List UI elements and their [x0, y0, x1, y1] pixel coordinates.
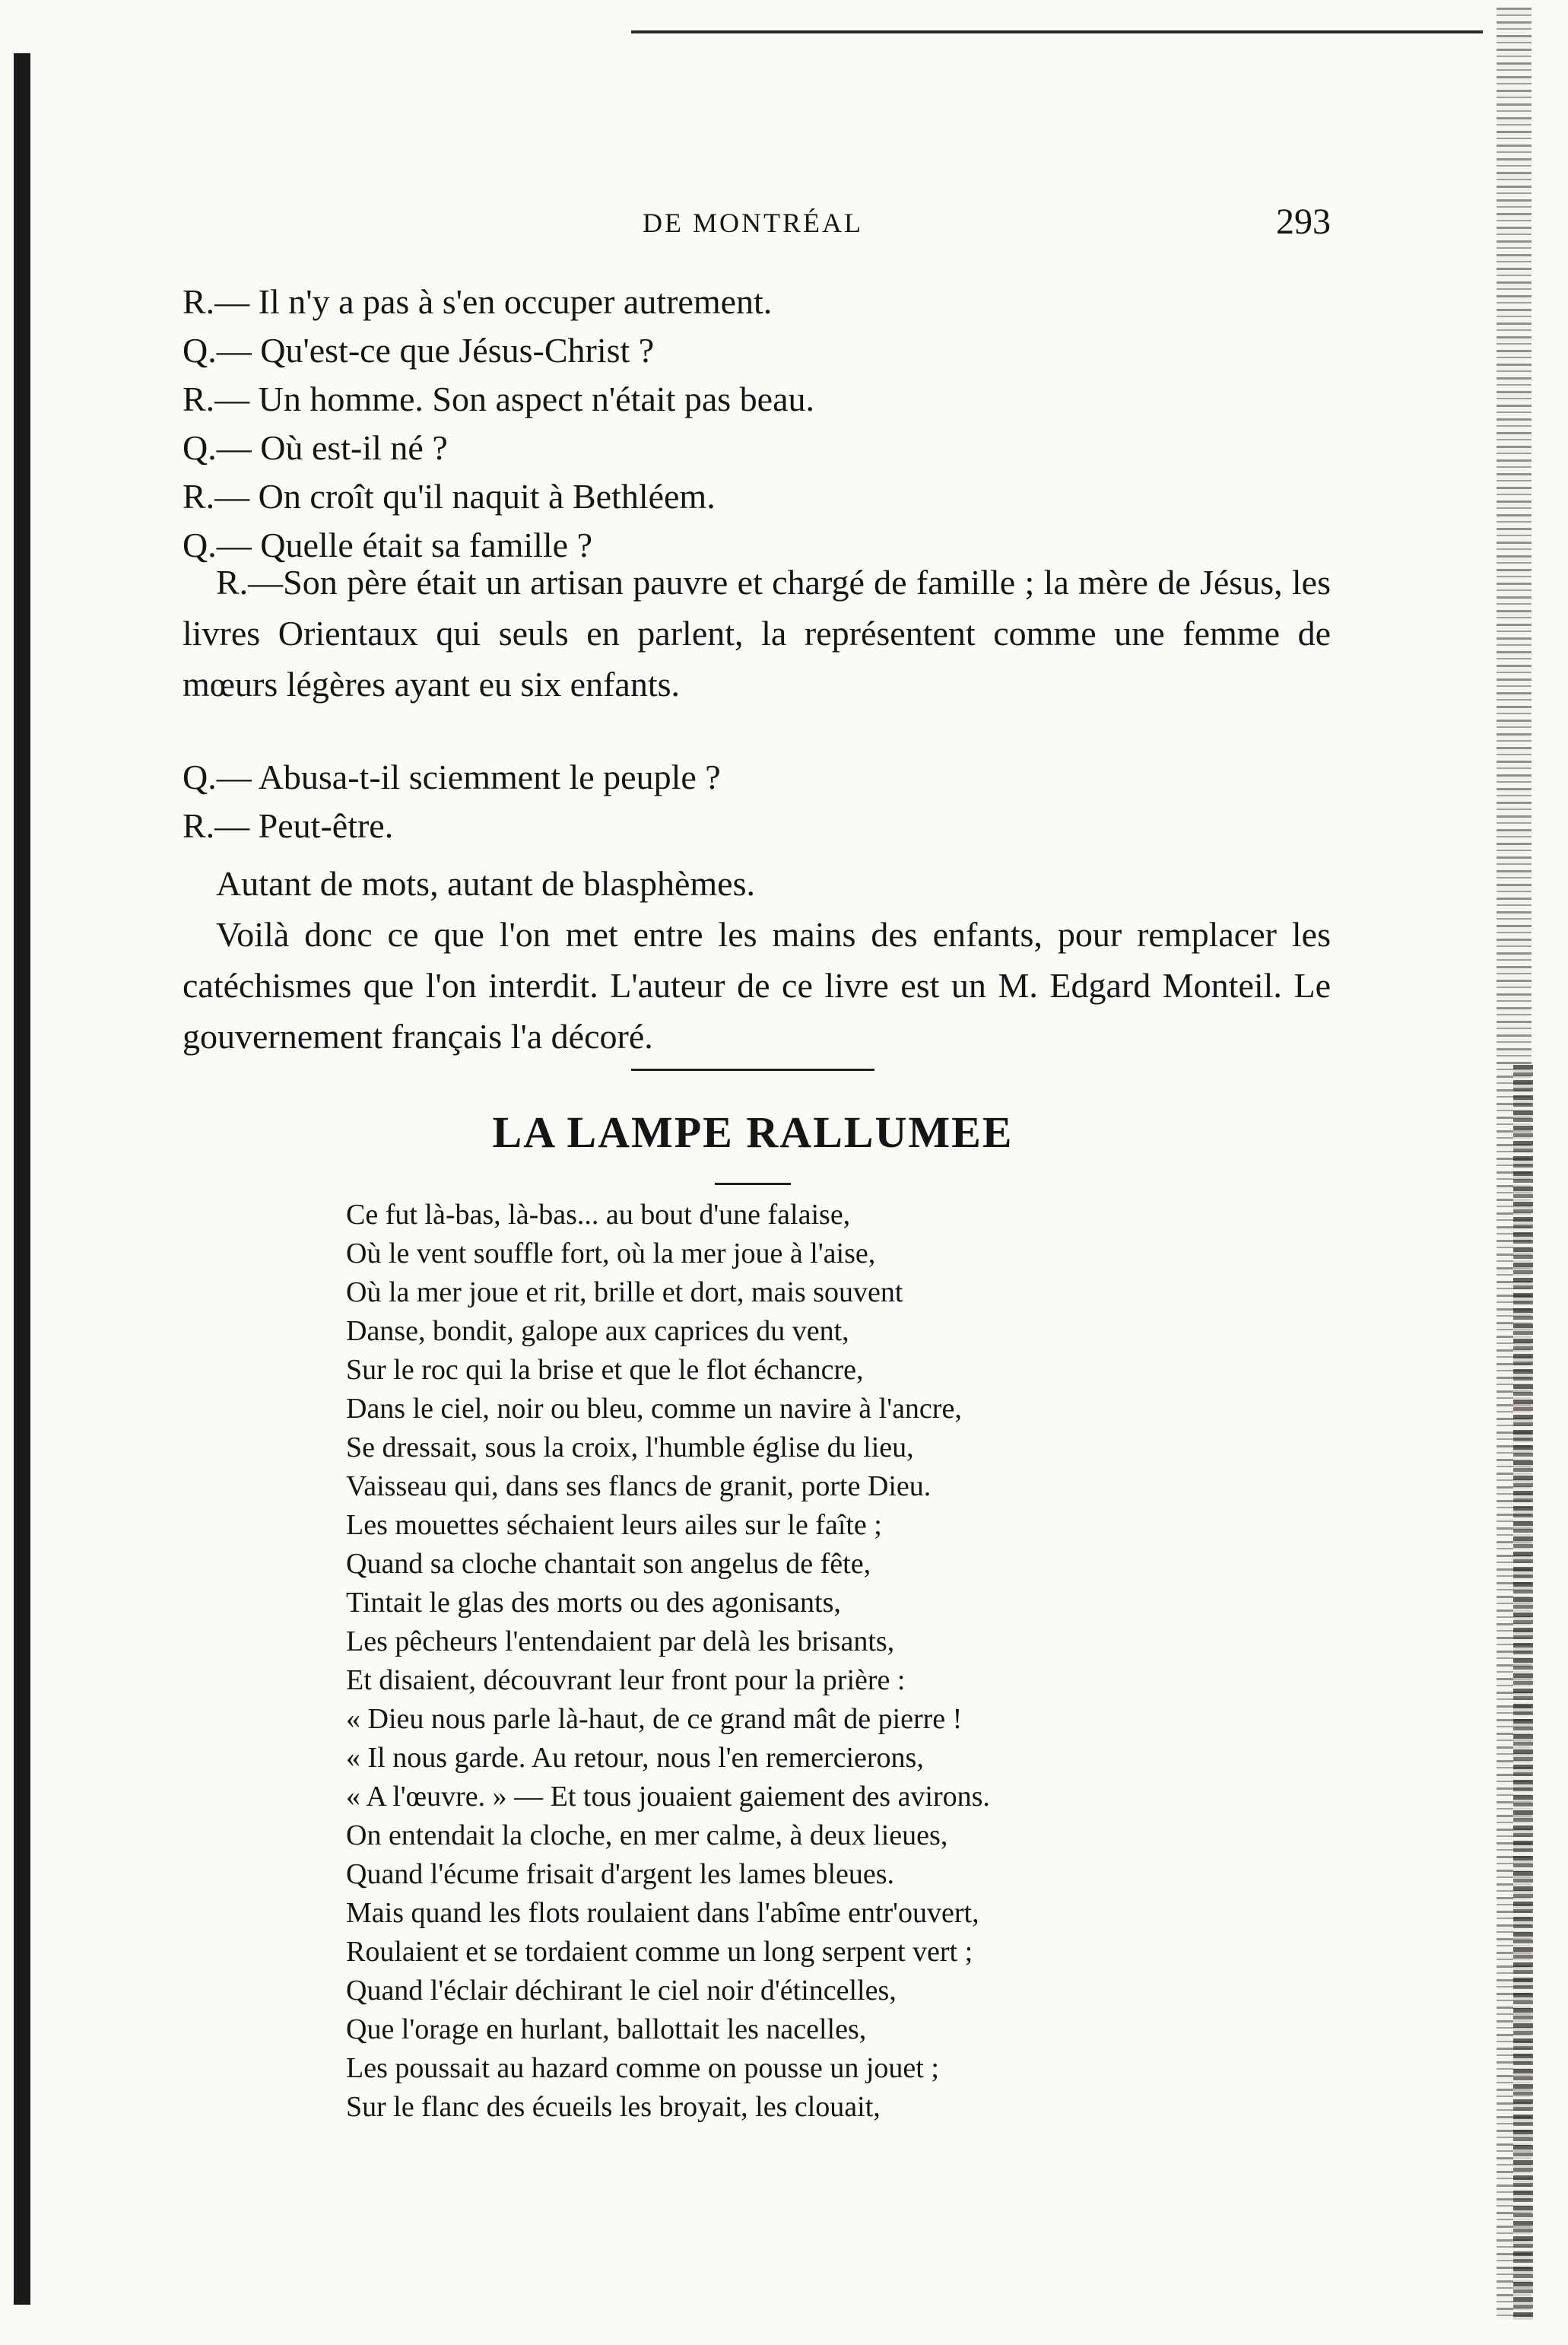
poem-line: Se dressait, sous la croix, l'humble église du lieu, — [346, 1431, 914, 1463]
scan-top-rule — [631, 30, 1483, 33]
poem-line: Tintait le glas des morts ou des agonisants, — [346, 1587, 841, 1619]
poem-line: Les pêcheurs l'entendaient par delà les brisants, — [346, 1625, 895, 1657]
dialogue-line: Q.— Qu'est-ce que Jésus-Christ ? — [183, 331, 655, 370]
dialogue-line: R.— Un homme. Son aspect n'était pas beau. — [183, 380, 815, 418]
poem-line: On entendait la cloche, en mer calme, à deux lieues, — [346, 1819, 948, 1851]
dialogue-line: R.— On croît qu'il naquit à Bethléem. — [183, 477, 716, 516]
poem-line: Sur le roc qui la brise et que le flot échancre, — [346, 1354, 864, 1386]
running-head — [175, 202, 1331, 253]
long-answer-text: R.—Son père était un artisan pauvre et chargé de famille ; la mère de Jésus, les livres Orientaux qui seuls en parlent, la représentent comme une femme de mœurs légères ayant eu six enfants. — [183, 563, 1331, 704]
poem-line: Ce fut là-bas, là-bas... au bout d'une falaise, — [346, 1199, 851, 1231]
poem-line: Quand l'éclair déchirant le ciel noir d'étincelles, — [346, 1975, 897, 2007]
long-answer — [183, 557, 1331, 710]
commentary-paragraph: Autant de mots, autant de blasphèmes. — [216, 864, 756, 903]
poem-line: « Il nous garde. Au retour, nous l'en remercierons, — [346, 1742, 924, 1774]
poem-line: Les mouettes séchaient leurs ailes sur le faîte ; — [346, 1509, 882, 1541]
title-ornament — [715, 1183, 791, 1185]
poem-line: Quand sa cloche chantait son angelus de fête, — [346, 1548, 871, 1580]
scan-left-edge — [14, 53, 30, 2305]
poem-line: Danse, bondit, galope aux caprices du vent, — [346, 1315, 849, 1347]
poem-line: Mais quand les flots roulaient dans l'abîme entr'ouvert, — [346, 1897, 979, 1929]
poem-line: « Dieu nous parle là-haut, de ce grand mât de pierre ! — [346, 1703, 963, 1735]
poem-title: LA LAMPE RALLUMEE — [492, 1107, 1014, 1157]
poem-line: Où le vent souffle fort, où la mer joue à l'aise, — [346, 1238, 876, 1269]
poem-line: Dans le ciel, noir ou bleu, comme un navire à l'ancre, — [346, 1393, 962, 1425]
poem-line: Sur le flanc des écueils les broyait, les clouait, — [346, 2091, 881, 2123]
commentary-paragraph: Voilà donc ce que l'on met entre les mains des enfants, pour remplacer les catéchismes que l'on interdit. L'auteur de ce livre est un M. Edgard Monteil. Le gouvernement français l'a décoré. — [183, 915, 1331, 1056]
poem-line: Roulaient et se tordaient comme un long serpent vert ; — [346, 1936, 973, 1968]
poem-line: Quand l'écume frisait d'argent les lames bleues. — [346, 1858, 895, 1890]
running-title: DE MONTRÉAL — [643, 208, 863, 238]
poem-line: Que l'orage en hurlant, ballottait les nacelles, — [346, 2013, 867, 2045]
page-number: 293 — [1276, 202, 1331, 242]
scan-right-edge-shadow — [1513, 1065, 1533, 2320]
dialogue-line: Q.— Quelle était sa famille ? — [183, 526, 593, 564]
poem-line: Vaisseau qui, dans ses flancs de granit, porte Dieu. — [346, 1470, 932, 1502]
section-divider — [631, 1069, 874, 1071]
commentary — [183, 858, 1331, 1062]
poem-line: Et disaient, découvrant leur front pour la prière : — [346, 1664, 906, 1696]
dialogue-line: Q.— Abusa-t-il sciemment le peuple ? — [183, 758, 721, 796]
poem-line: « A l'œuvre. » — Et tous jouaient gaiement des avirons. — [346, 1781, 990, 1813]
poem-line: Les poussait au hazard comme on pousse un jouet ; — [346, 2052, 939, 2084]
dialogue-line: R.— Il n'y a pas à s'en occuper autrement. — [183, 282, 773, 321]
poem-line: Où la mer joue et rit, brille et dort, mais souvent — [346, 1276, 903, 1308]
dialogue-line: R.— Peut-être. — [183, 806, 394, 845]
dialogue-line: Q.— Où est-il né ? — [183, 428, 448, 467]
poem-body — [346, 1196, 1335, 2127]
